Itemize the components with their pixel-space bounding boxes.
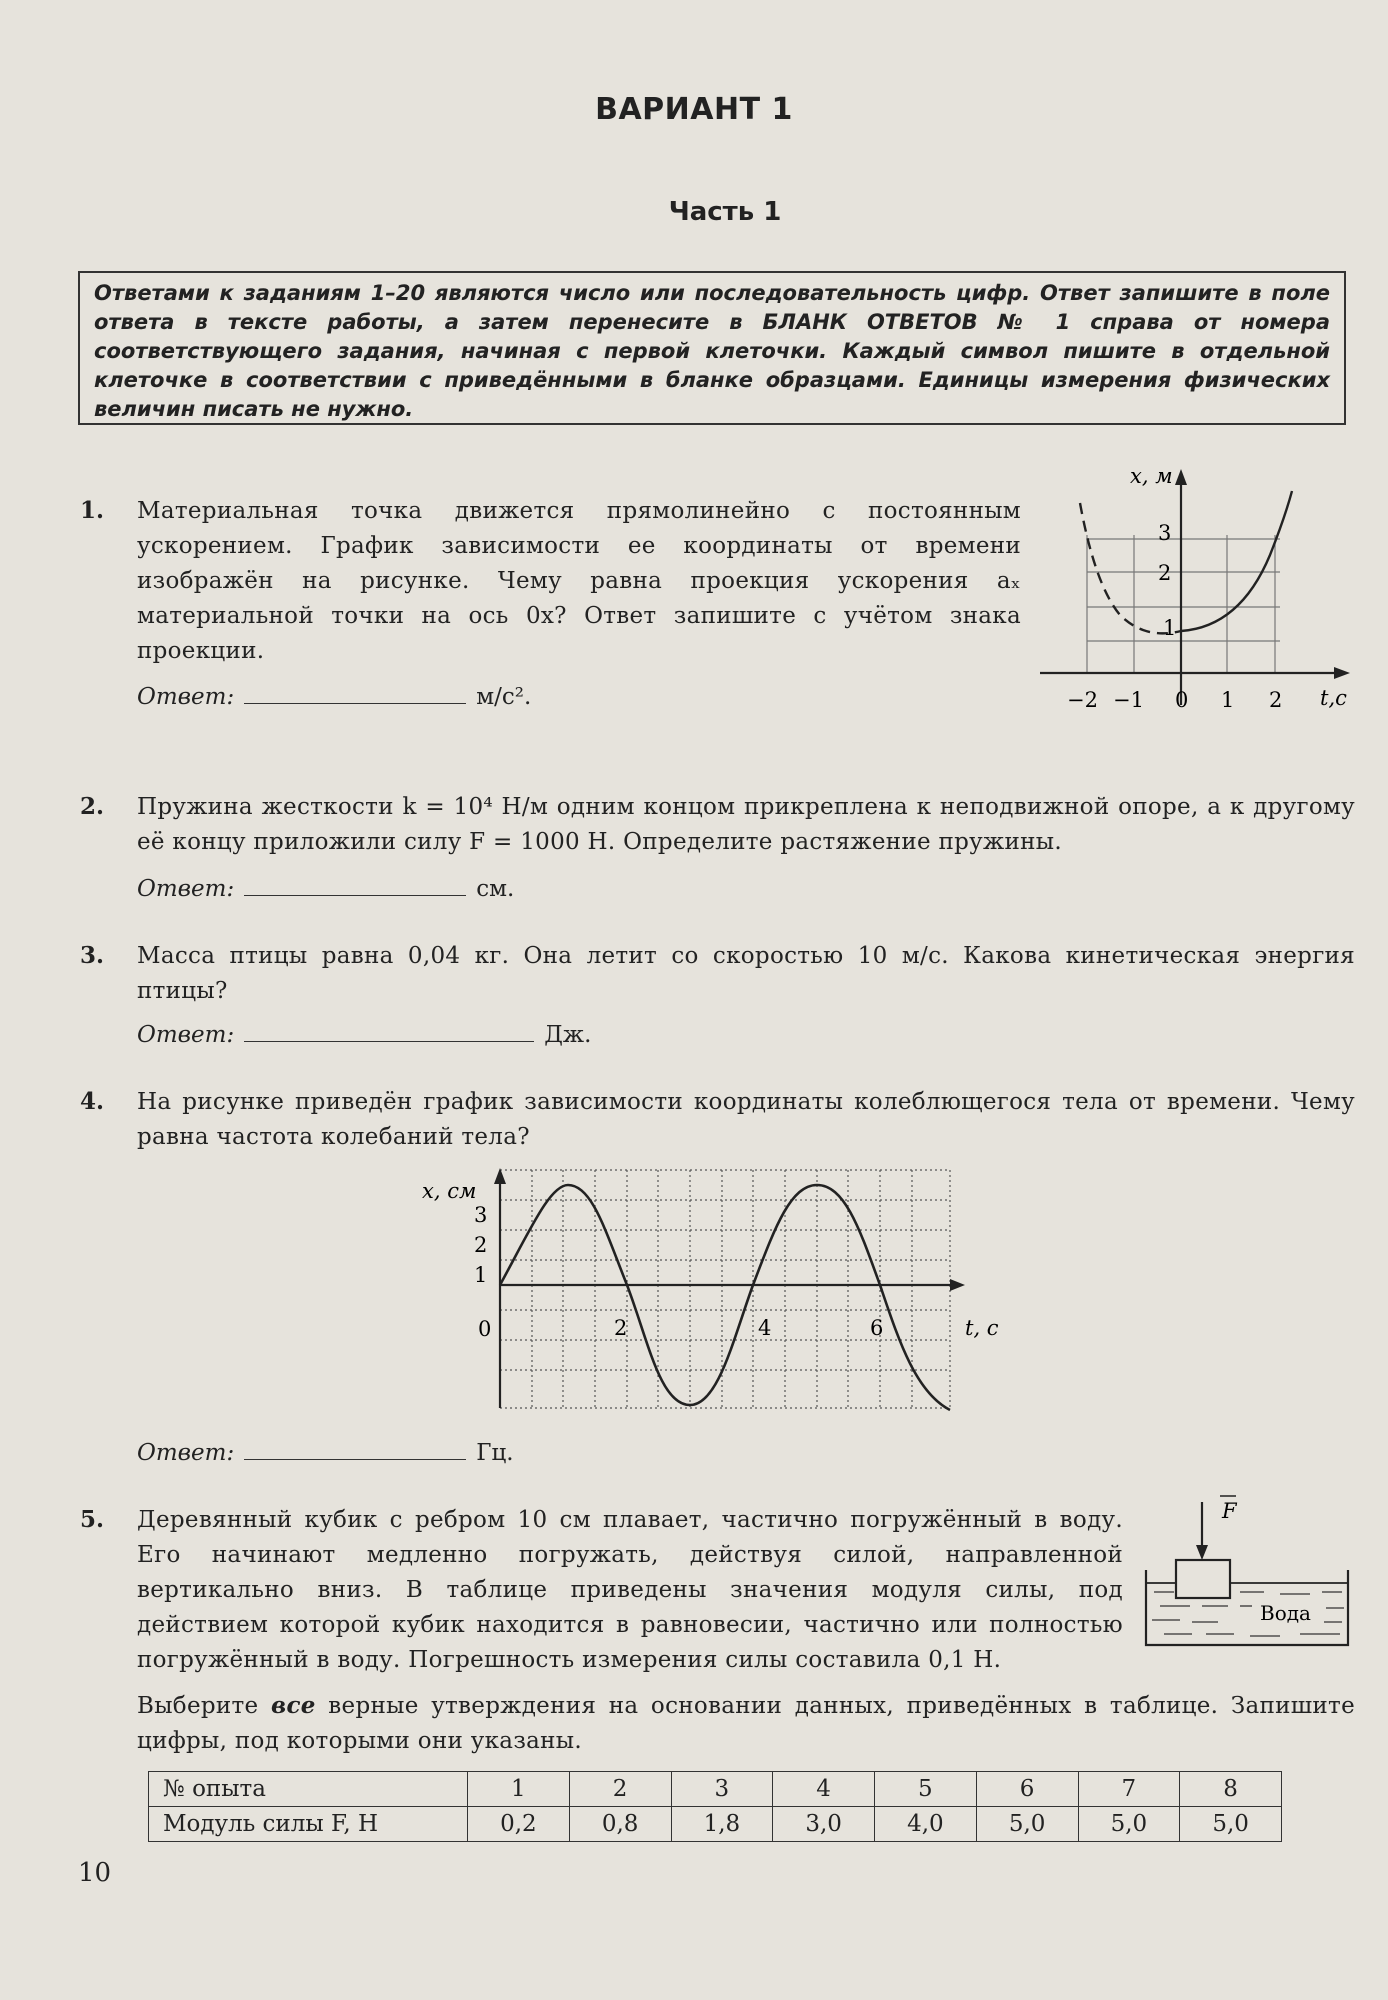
table-cell: 0,8 <box>569 1807 671 1842</box>
answer-unit: Гц. <box>476 1440 514 1466</box>
table-cell: 5,0 <box>1078 1807 1180 1842</box>
force-label: F <box>1222 1499 1237 1523</box>
question-2-answer <box>137 876 514 902</box>
x-tick: 4 <box>758 1316 772 1340</box>
question-4-number: 4. <box>80 1088 105 1115</box>
x-axis-label: t,c <box>1320 686 1347 710</box>
y-tick: 1 <box>474 1263 488 1287</box>
y-tick: 3 <box>474 1203 488 1227</box>
question-1-answer <box>137 684 531 710</box>
table-row-header: Модуль силы F, Н <box>149 1807 468 1842</box>
question-2-number: 2. <box>80 793 105 820</box>
answer-blank[interactable] <box>244 703 466 704</box>
question-2-text: Пружина жесткости k = 10⁴ Н/м одним концом прикреплена к неподвижной опоре, а к другому её концу приложили силу F = 1000 Н. Определите растяжение пружины. <box>137 794 1355 855</box>
x-tick: −1 <box>1113 688 1144 712</box>
x-axis-label: t, c <box>965 1316 999 1340</box>
table-cell: 4 <box>773 1772 875 1807</box>
table-cell: 6 <box>976 1772 1078 1807</box>
question-3-number: 3. <box>80 942 105 969</box>
table-cell: 4,0 <box>875 1807 977 1842</box>
y-axis-label: x, м <box>1130 464 1173 488</box>
instructions-box: Ответами к заданиям 1–20 являются число или последовательность цифр. Ответ запишите в поле ответа в тексте работы, а затем перенесите в БЛАНК ОТВЕТОВ № 1 справа от номера соответствующего задания, начиная с первой клеточки. Каждый символ пишите в отдельной клеточке в соответствии с приведёнными в бланке образцами. Единицы измерения физических величин писать не нужно. <box>78 271 1346 425</box>
answer-label: Ответ: <box>137 1440 235 1466</box>
answer-blank[interactable] <box>244 1459 466 1460</box>
table-cell: 5 <box>875 1772 977 1807</box>
table-cell: 3,0 <box>773 1807 875 1842</box>
table-cell: 5,0 <box>1180 1807 1282 1842</box>
question-5-figure <box>1140 1490 1355 1655</box>
question-4-answer <box>137 1440 514 1466</box>
x-tick: 1 <box>1221 688 1235 712</box>
y-axis-label: x, см <box>422 1179 477 1203</box>
question-5-text: Деревянный кубик с ребром 10 см плавает, частично погружённый в воду. Его начинают медленно погружать, действуя силой, направленной вертикально вниз. В таблице приведены значения модуля силы, под действием которой кубик находится в равновесии, частично или полностью погружённый в воду. Погрешность измерения силы составила 0,1 Н. <box>137 1507 1123 1673</box>
question-1-graph <box>1030 455 1360 720</box>
x-tick: 2 <box>1269 688 1283 712</box>
answer-label: Ответ: <box>137 684 235 710</box>
table-row <box>149 1772 1282 1807</box>
x-tick: 6 <box>870 1316 884 1340</box>
x-tick: 2 <box>614 1316 628 1340</box>
y-tick: 2 <box>474 1233 488 1257</box>
answer-label: Ответ: <box>137 1022 235 1048</box>
y-tick: 3 <box>1158 521 1172 545</box>
answer-blank[interactable] <box>244 1041 534 1042</box>
x-tick: −2 <box>1067 688 1098 712</box>
table-cell: 2 <box>569 1772 671 1807</box>
water-label: Вода <box>1260 1601 1311 1625</box>
question-3-text: Масса птицы равна 0,04 кг. Она летит со скоростью 10 м/с. Какова кинетическая энергия птицы? <box>137 943 1355 1004</box>
part-title: Часть 1 <box>668 197 782 227</box>
force-arrow-head <box>1196 1545 1208 1560</box>
table-cell: 3 <box>671 1772 773 1807</box>
question-1-text: Материальная точка движется прямолинейно с постоянным ускорением. График зависимости ее координаты от времени изображён на рисунке. Чему равна проекция ускорения aₓ материальной точки на ось 0x? Ответ запишите с учётом знака проекции. <box>137 498 1021 664</box>
question-5-instruction: Выберите все верные утверждения на основании данных, приведённых в таблице. Запишите цифры, под которыми они указаны. <box>137 1692 1355 1754</box>
oscillation-curve <box>500 1185 950 1410</box>
y-axis-arrow <box>494 1168 506 1184</box>
table-cell: 1 <box>468 1772 570 1807</box>
y-tick: 2 <box>1158 561 1172 585</box>
question-1-number: 1. <box>80 497 105 524</box>
question-4-text: На рисунке приведён график зависимости координаты колеблющегося тела от времени. Чему равна частота колебаний тела? <box>137 1089 1355 1150</box>
y-axis-arrow <box>1175 469 1187 485</box>
table-cell: 5,0 <box>976 1807 1078 1842</box>
question-4-graph <box>420 1160 1020 1418</box>
variant-title: ВАРИАНТ 1 <box>595 92 793 127</box>
table-cell: 8 <box>1180 1772 1282 1807</box>
question-5-table <box>148 1771 1282 1842</box>
table-row <box>149 1807 1282 1842</box>
question-5-number: 5. <box>80 1506 105 1533</box>
x-axis-arrow <box>950 1279 965 1291</box>
table-cell: 7 <box>1078 1772 1180 1807</box>
x-axis-arrow <box>1334 667 1350 679</box>
wooden-cube <box>1176 1560 1230 1598</box>
answer-label: Ответ: <box>137 876 235 902</box>
y-tick: 0 <box>478 1317 492 1341</box>
question-3-answer <box>137 1022 591 1048</box>
answer-unit: м/с². <box>476 684 532 710</box>
table-cell: 0,2 <box>468 1807 570 1842</box>
table-cell: 1,8 <box>671 1807 773 1842</box>
answer-blank[interactable] <box>244 895 466 896</box>
answer-unit: см. <box>476 876 515 902</box>
page-number: 10 <box>78 1858 112 1888</box>
x-tick: 0 <box>1175 688 1189 712</box>
table-row-header: № опыта <box>149 1772 468 1807</box>
y-tick: 1 <box>1163 616 1177 640</box>
graph-grid <box>1087 535 1280 673</box>
answer-unit: Дж. <box>544 1022 592 1048</box>
